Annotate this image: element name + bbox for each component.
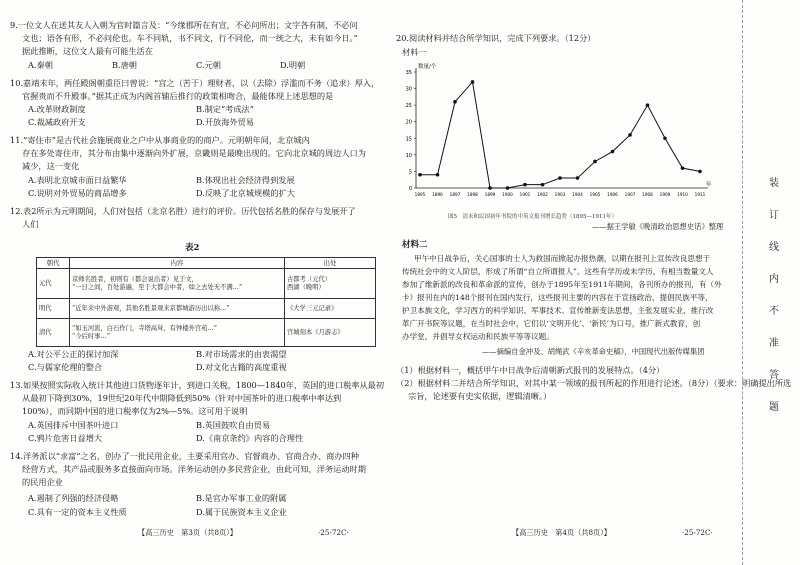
q13-option-d: D.《南京条约》内容的合理性: [196, 433, 304, 443]
data-point: [471, 80, 475, 84]
y-axis-label: 数量/个: [418, 64, 437, 70]
table-row: [37, 299, 376, 319]
data-point: [663, 136, 667, 140]
data-point: [576, 176, 580, 180]
q12-line-2: 人们: [22, 219, 39, 229]
data-point: [453, 100, 457, 104]
binding-char: 线: [769, 242, 779, 253]
binding-char: 题: [769, 402, 779, 413]
q11-line-1: 11.“寄住市”是古代社会施展商业之户中从事商业的的商户。元明朝年间，北京城内: [10, 135, 310, 145]
material-1-label: 材料一: [402, 47, 427, 57]
table-cell-dynasty: 清代: [37, 319, 70, 347]
data-point: [541, 183, 545, 187]
binding-char: 装: [769, 178, 779, 189]
data-point: [488, 186, 492, 190]
y-tick-label: 20: [405, 119, 412, 126]
y-tick-label: 35: [405, 70, 412, 76]
q10-option-b: B.制定“考成法”: [196, 104, 254, 114]
data-point: [436, 173, 440, 177]
x-tick-label: 1899: [484, 192, 496, 197]
x-tick-label: 1902: [537, 192, 548, 197]
q14-option-b: B.是官办军事工业的附属: [196, 493, 287, 503]
x-tick-label: 1909: [659, 192, 671, 197]
q9-option-c: C.元朝: [196, 60, 221, 70]
table-cell-content-line: “如玉河流，白石作门，寺塔高耸，有钟楼外宫苑…”: [72, 324, 217, 332]
data-point: [611, 150, 615, 154]
q12-option-b: B.对市场需求的由衷渴望: [196, 349, 287, 359]
q10-option-d: D.开放海外贸易: [196, 117, 254, 127]
table-header-dynasty: 朝代: [37, 258, 70, 269]
x-axis-label: 年: [706, 182, 712, 188]
q14-option-a: A.遏制了列强的经济侵略: [28, 493, 119, 503]
right-page-footer: 【高三历史 第4页（共8页）】: [512, 528, 611, 537]
q13-line-2: 从最初下降到30%，19世纪20年代中期降低到50%（针对中国茶叶的进口税率中率达到: [22, 393, 342, 403]
table-cell-source: [285, 319, 376, 347]
left-page: [0, 0, 392, 565]
table-row: [37, 319, 376, 347]
material-2-source: ——摘编自金冲及、胡绳武《辛亥革命史稿》，中国现代出版传媒集团: [482, 347, 705, 356]
q20-header: 20.阅读材料并结合所学知识，完成下列要求。（12分）: [396, 33, 596, 43]
q13-line-1: 13.如果按照实际收入统计其他进口货物逐年计，到进口关税，1800—1840年，英国的进口税率从最初: [10, 380, 385, 390]
table-cell-source: [285, 299, 376, 319]
data-point: [628, 133, 632, 137]
x-tick-label: 1901: [519, 192, 531, 197]
q9-option-b: B.唐朝: [112, 60, 137, 70]
table-cell-dynasty: 元代: [37, 269, 70, 299]
table-cell-content-line: 京师名胜者，初则有（都会说出者）见于文，: [72, 275, 198, 283]
table-cell-source-line: 宫城刻本《月游志》: [287, 328, 344, 336]
material-2-label: 材料二: [402, 240, 428, 250]
table-cell-source-line: 《大学三元记录》: [287, 304, 338, 312]
x-tick-label: 1897: [449, 192, 461, 197]
data-point: [593, 160, 597, 164]
data-point: [698, 170, 702, 174]
x-tick-label: 1907: [624, 192, 636, 197]
q12-option-d: D.对文化古籍的高度重视: [196, 362, 287, 372]
q9-line-2: 文也；语各有形，不必问伦也。车不同轨，书不同文，行不同伦，而一统之大，未有如今日。”: [22, 33, 358, 43]
left-page-footer: 【高三历史 第3页（共8页）】: [138, 528, 237, 537]
q10-option-c: C.裁减政府开支: [28, 117, 86, 127]
q13-option-a: A.英国排斥中国茶叶进口: [28, 420, 119, 430]
data-point: [558, 176, 562, 180]
x-tick-label: 1904: [572, 192, 583, 197]
x-tick-label: 1895: [414, 192, 426, 197]
x-tick-label: 1903: [554, 192, 566, 197]
table-cell-source: [285, 269, 376, 299]
x-tick-label: 1908: [642, 192, 653, 197]
x-tick-label: 1898: [467, 192, 478, 197]
q11-option-d: D.反映了北京城规模的扩大: [196, 188, 295, 198]
y-tick-label: 30: [405, 86, 412, 93]
q11-line-2: 存在多处寄住市，其分布由集中逐渐向外扩展，京畿则是最晚出现的。它向北京城的周边人口为: [22, 148, 366, 158]
x-tick-label: 1910: [677, 192, 688, 197]
binding-char: 内: [769, 274, 779, 285]
table-header-source: 出处: [285, 258, 376, 269]
table-cell-source-line: 古都考（元代）: [287, 275, 332, 283]
table-row: [37, 269, 376, 299]
q9-line-3: 据此推断，这位文人最有可能生活在: [22, 46, 154, 56]
q9-option-a: A.秦朝: [28, 60, 53, 70]
q12-option-a: A.对公平公正的探讨加深: [28, 349, 119, 359]
material-2-line: 参加了维新派的改良和革命派的宣传，创办于1895年至1911年期间，各刊所办的报刊，有（外: [402, 280, 722, 289]
y-tick-label: 25: [405, 103, 412, 110]
q9-line-1: 9.一位文人在送其友人入朝为官时篇言及：“今缘郡所在有宣，不必问所出；文字各有制，不必问: [10, 20, 358, 30]
table-cell-dynasty: 明代: [37, 299, 70, 319]
binding-char: 订: [769, 210, 779, 221]
q14-line-2: 经营方式，其产品或服务多直接面向市场。洋务运动创办多民营企业，由此可知，洋务运动时期: [22, 464, 366, 474]
table-cell-content-line: “今后时事…”: [72, 332, 110, 340]
binding-char: 不: [769, 306, 779, 317]
q20-subquestion-2-line-2: 宗旨，论述要有史实依据，逻辑清晰。）: [408, 391, 552, 401]
left-page-code: ·25-72C·: [318, 528, 349, 537]
material-2-line: 甲午中日战争后，关心国事的士人为救国而掀起办报热潮，以期在报刊上宣传改良思想于: [414, 254, 711, 263]
data-point: [418, 173, 422, 177]
binding-margin: [742, 0, 800, 565]
q10-option-a: A.改革财政制度: [28, 104, 86, 114]
q11-option-c: C.说明对外贸易的商品增多: [28, 188, 127, 198]
q14-line-3: 的民用企业: [22, 477, 63, 487]
table-cell-content-line: “近年来中外游观，其他名胜景观来京都城游历出以称…”: [72, 304, 230, 312]
table-cell-content: [70, 269, 285, 299]
q20-subquestion-2-line-1: （2）根据材料二并结合所学知识，对其中某一领域的报刊所起的作用进行论述。（8分）（要求：明确提出所选: [396, 378, 792, 388]
series-line: [420, 82, 700, 188]
table-cell-source-line: 西湖（晚明）: [287, 283, 325, 291]
x-tick-label: 1905: [589, 192, 601, 197]
q20-subquestion-1: （1）根据材料一，概括甲午中日战争后清朝新式报刊的发展特点。（4分）: [396, 365, 665, 375]
q14-option-c: C.具有一定的资本主义性质: [28, 507, 127, 517]
table-2: [36, 257, 376, 347]
right-page-code: ·25-72C·: [682, 528, 713, 537]
data-point: [523, 183, 527, 187]
q12-line-1: 12.表2所示为元明期间，人们对包括（北京名胜）进行的评价。历代包括名胜的保存与发展开了: [10, 206, 356, 216]
material-2-line: 传统社会中的文人阶层，形成了所谓“自立所谓报人”。这些有学历或未学历，有相当数量文人: [402, 267, 714, 276]
q10-line-1: 10.嘉靖末年，两任殿阁朝重臣曰曾说：“宫之（苦于）理财者，以（去除）浮滥而不务（追求）厚入，: [10, 78, 380, 88]
q12-option-c: C.与儒家伦理的整合: [28, 362, 103, 372]
material-2-line: 卡）报刊在内的148个报刊在国内发行，这些报刊主要的内容在于宣扬政治、提倡民族平等，: [402, 293, 713, 302]
binding-char: 答: [769, 370, 779, 381]
q13-line-3: 100%），而同期中国的进口税率仅为2%—5%。这可用于说明: [22, 406, 248, 416]
material-2-line: 革广开书院等议题，在当时社会中，它们以‘文明开化’、‘新民’为口号，推广新式教育，创: [402, 319, 701, 328]
x-tick-label: 1896: [432, 192, 443, 197]
q9-option-d: D.明朝: [280, 60, 306, 70]
data-point: [506, 186, 510, 190]
table-2-title: 表2: [185, 243, 200, 253]
y-tick-label: 5: [408, 169, 412, 176]
x-tick-label: 1911: [694, 192, 706, 197]
data-point: [646, 103, 650, 107]
table-header-row: [37, 258, 376, 269]
table-cell-content: [70, 319, 285, 347]
q14-line-1: 14.洋务派以“求富”之名，创办了一批民用企业，主要采用官办、官督商办、官商合办、商办四种: [10, 451, 359, 461]
binding-char: 准: [769, 338, 779, 349]
q11-line-3: 减少，这一变化: [22, 161, 80, 171]
chart-source: ——据王学敏《晚清政治思想史话》整理: [592, 222, 724, 231]
chart-caption: 图5 清末和民国初年书院的中英文报刊增长趋势（1895—1911年）: [448, 214, 617, 220]
material-2-line: 护卫本族文化，学习西方的科学知识、军事技术、宣传维新变法思想，主张发展实业、推行改: [402, 306, 714, 315]
table-cell-content-line: “一日之间，百处游遍，至于大都会中者，如之去处无不满…”: [72, 283, 243, 291]
material-2-line: 办学堂，并倡导女权运动和民族平等等议题。: [402, 332, 554, 341]
right-page: [392, 0, 792, 565]
data-point: [681, 166, 685, 170]
q14-option-d: D.属于民族资本主义企业: [196, 507, 287, 517]
q13-option-b: B.英国鼓吹自由贸易: [196, 420, 271, 430]
q11-option-b: B.体现出社会经济得到发展: [196, 175, 295, 185]
table-header-content: 内容: [70, 258, 285, 269]
line-chart: [396, 58, 716, 218]
q10-line-2: 官握贵而不升殿事。”据其正成为内阁首辅后推行的政策相吻合，最能体现上述思想的是: [22, 91, 334, 101]
x-tick-label: 1900: [502, 192, 513, 197]
q13-option-c: C.鸦片危害日益增大: [28, 433, 103, 443]
q11-option-a: A.表明北京城市面日益繁华: [28, 175, 127, 185]
y-tick-label: 0: [408, 186, 412, 192]
y-tick-label: 10: [405, 152, 412, 159]
y-tick-label: 15: [405, 136, 412, 143]
x-tick-label: 1906: [607, 192, 618, 197]
table-cell-content: [70, 299, 285, 319]
